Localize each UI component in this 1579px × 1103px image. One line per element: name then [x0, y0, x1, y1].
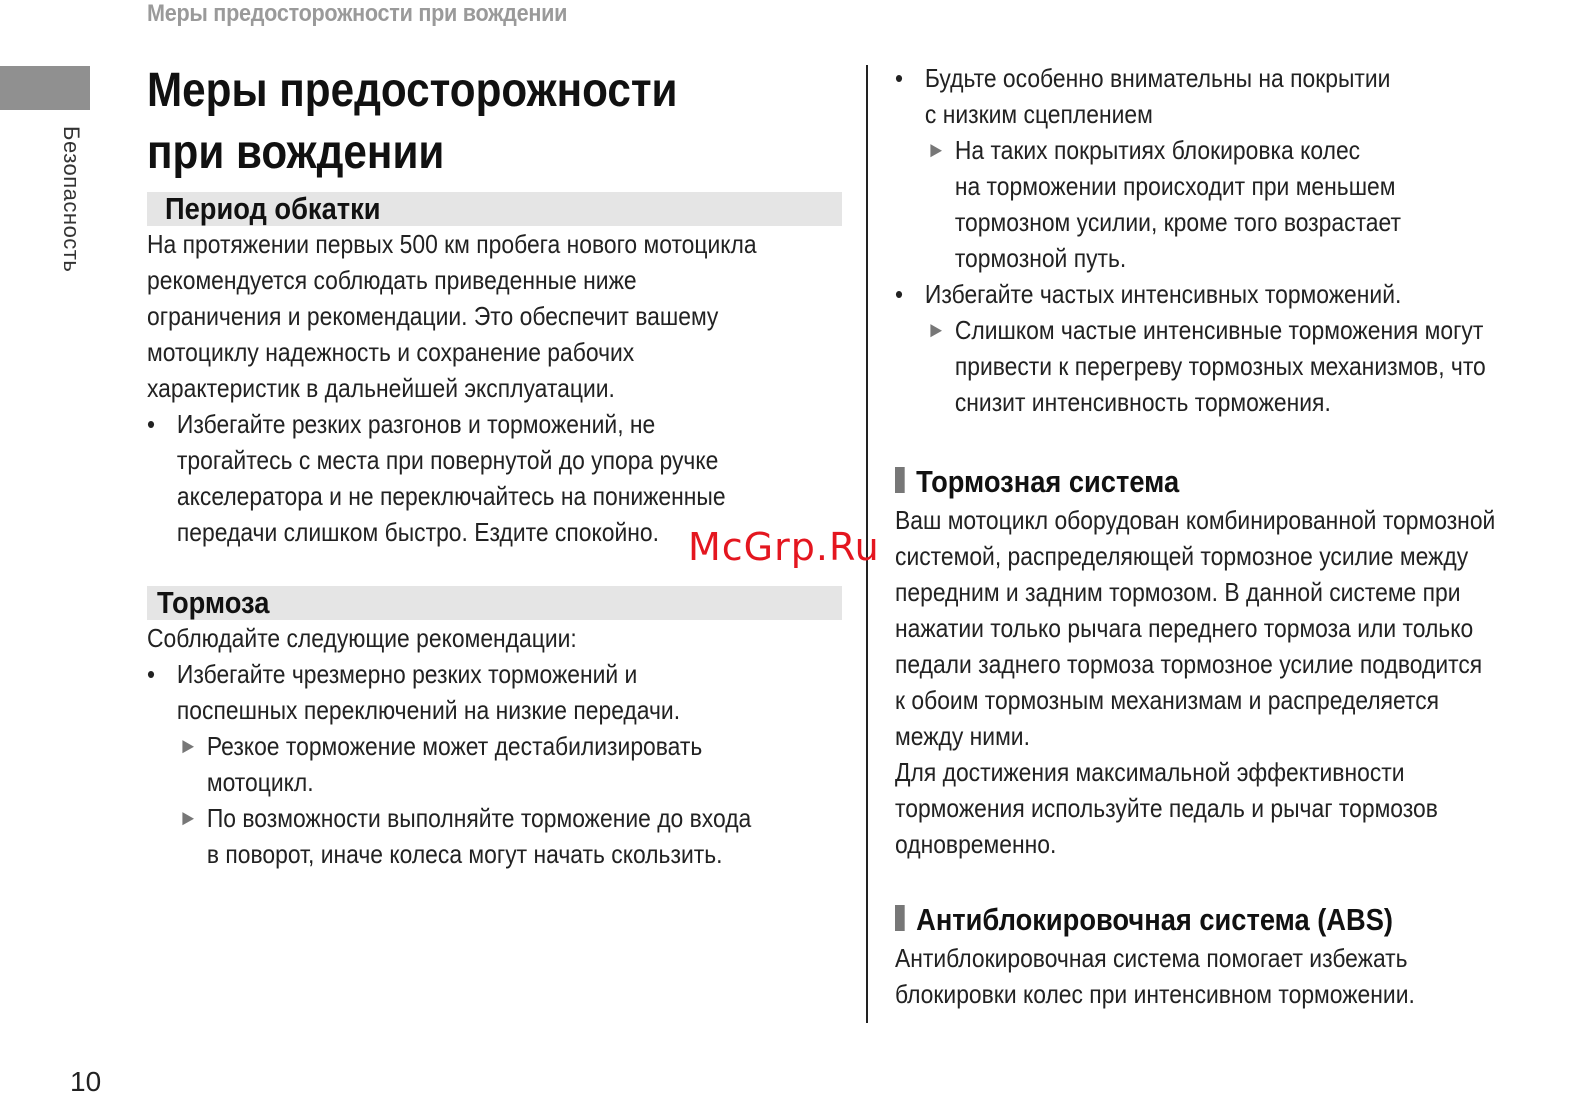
- text-line: передачи слишком быстро. Ездите спокойно.: [176, 517, 659, 547]
- text-line: на торможении происходит при меньшем: [954, 171, 1396, 201]
- left-column: [147, 60, 842, 872]
- text-line: к обоим тормозным механизмам и распределяется: [895, 685, 1440, 715]
- text-line: привести к перегреву тормозных механизмов, что: [954, 351, 1486, 381]
- text-line: На протяжении первых 500 км пробега нового мотоцикла: [147, 229, 757, 259]
- text-line: тормозном усилии, кроме того возрастает: [954, 207, 1401, 237]
- sub-item: [147, 800, 759, 872]
- text-line: с низким сцеплением: [924, 99, 1153, 129]
- section-heading-brake-system: [895, 462, 1497, 502]
- text-line: Антиблокировочная система помогает избежать: [895, 943, 1408, 973]
- right-column-body: [895, 60, 1497, 1012]
- section-band-break-in: [147, 192, 842, 226]
- sub-item: [895, 312, 1497, 420]
- text-line: тормозной путь.: [954, 243, 1127, 273]
- bullet-icon: •: [147, 409, 156, 439]
- bullet-item: [895, 60, 1497, 132]
- brakes-body: [147, 620, 759, 872]
- text-line: системой, распределяющей тормозное усилие между: [895, 541, 1469, 571]
- text-line: блокировки колес при интенсивном торможении.: [895, 979, 1415, 1009]
- running-header: Меры предосторожности при вождении: [147, 0, 568, 27]
- text-line: мотоциклу надежность и сохранение рабочих: [147, 337, 635, 367]
- text-line: Будьте особенно внимательны на покрытии: [924, 63, 1391, 93]
- bullet-item: [147, 406, 759, 550]
- text-line: одновременно.: [895, 829, 1057, 859]
- text-line: Соблюдайте следующие рекомендации:: [147, 623, 577, 653]
- text-line: поспешных переключений на низкие передачи.: [176, 695, 681, 725]
- sub-item: [147, 728, 759, 800]
- section-heading-abs: [895, 900, 1497, 940]
- text-line: Избегайте чрезмерно резких торможений и: [176, 659, 638, 689]
- arrow-right-icon: ►: [926, 137, 946, 162]
- text-line: Избегайте частых интенсивных торможений.: [924, 279, 1402, 309]
- heading-bar-marker: [895, 467, 905, 493]
- text-line: мотоцикл.: [206, 767, 314, 797]
- bullet-icon: •: [147, 659, 156, 689]
- text-line: По возможности выполняйте торможение до входа: [206, 803, 752, 833]
- break-in-body: [147, 226, 759, 550]
- page-number: 10: [70, 1066, 102, 1097]
- text-line: На таких покрытиях блокировка колес: [954, 135, 1361, 165]
- text-line: между ними.: [895, 721, 1030, 751]
- watermark-logo: McGrp.Ru: [688, 525, 880, 569]
- section-band-brakes: [147, 586, 842, 620]
- text-line: Резкое торможение может дестабилизировать: [206, 731, 703, 761]
- page-title-block: [147, 60, 759, 184]
- text-line: торможения используйте педаль и рычаг тормозов: [895, 793, 1438, 823]
- text-line: педали заднего тормоза тормозное усилие подводится: [895, 649, 1483, 679]
- section-heading-brakes: Тормоза: [157, 585, 270, 620]
- heading-text: Тормозная система: [916, 464, 1180, 499]
- arrow-right-icon: ►: [178, 805, 198, 830]
- text-line: трогайтесь с места при повернутой до упора ручке: [176, 445, 719, 475]
- section-side-label: Безопасность: [59, 126, 84, 273]
- text-line: рекомендуется соблюдать приведенные ниже: [147, 265, 637, 295]
- arrow-right-icon: ►: [926, 317, 946, 342]
- text-line: характеристик в дальнейшей эксплуатации.: [147, 373, 615, 403]
- section-heading-break-in: Период обкатки: [165, 191, 381, 226]
- text-line: Для достижения максимальной эффективности: [895, 757, 1405, 787]
- right-column: [895, 60, 1579, 1012]
- arrow-right-icon: ►: [178, 733, 198, 758]
- bullet-item: [147, 656, 759, 728]
- text-line: Ваш мотоцикл оборудован комбинированной тормозной: [895, 505, 1496, 535]
- heading-text: Антиблокировочная система (ABS): [916, 902, 1393, 937]
- heading-bar-marker: [895, 905, 905, 931]
- page-title-line-2: при вождении: [147, 126, 445, 179]
- text-line: Слишком частые интенсивные торможения могут: [954, 315, 1484, 345]
- text-line: нажатии только рычага переднего тормоза или только: [895, 613, 1474, 643]
- bullet-item: [895, 276, 1497, 312]
- bullet-icon: •: [895, 279, 904, 309]
- text-line: акселератора и не переключайтесь на пониженные: [176, 481, 726, 511]
- sub-item: [895, 132, 1497, 276]
- text-line: в поворот, иначе колеса могут начать скользить.: [206, 839, 723, 869]
- page-title-line-1: Меры предосторожности: [147, 64, 678, 117]
- section-tab-marker: [0, 66, 90, 110]
- text-line: передним и задним тормозом. В данной системе при: [895, 577, 1461, 607]
- text-line: снизит интенсивность торможения.: [954, 387, 1331, 417]
- text-line: Избегайте резких разгонов и торможений, не: [176, 409, 656, 439]
- bullet-icon: •: [895, 63, 904, 93]
- text-line: ограничения и рекомендации. Это обеспечит вашему: [147, 301, 719, 331]
